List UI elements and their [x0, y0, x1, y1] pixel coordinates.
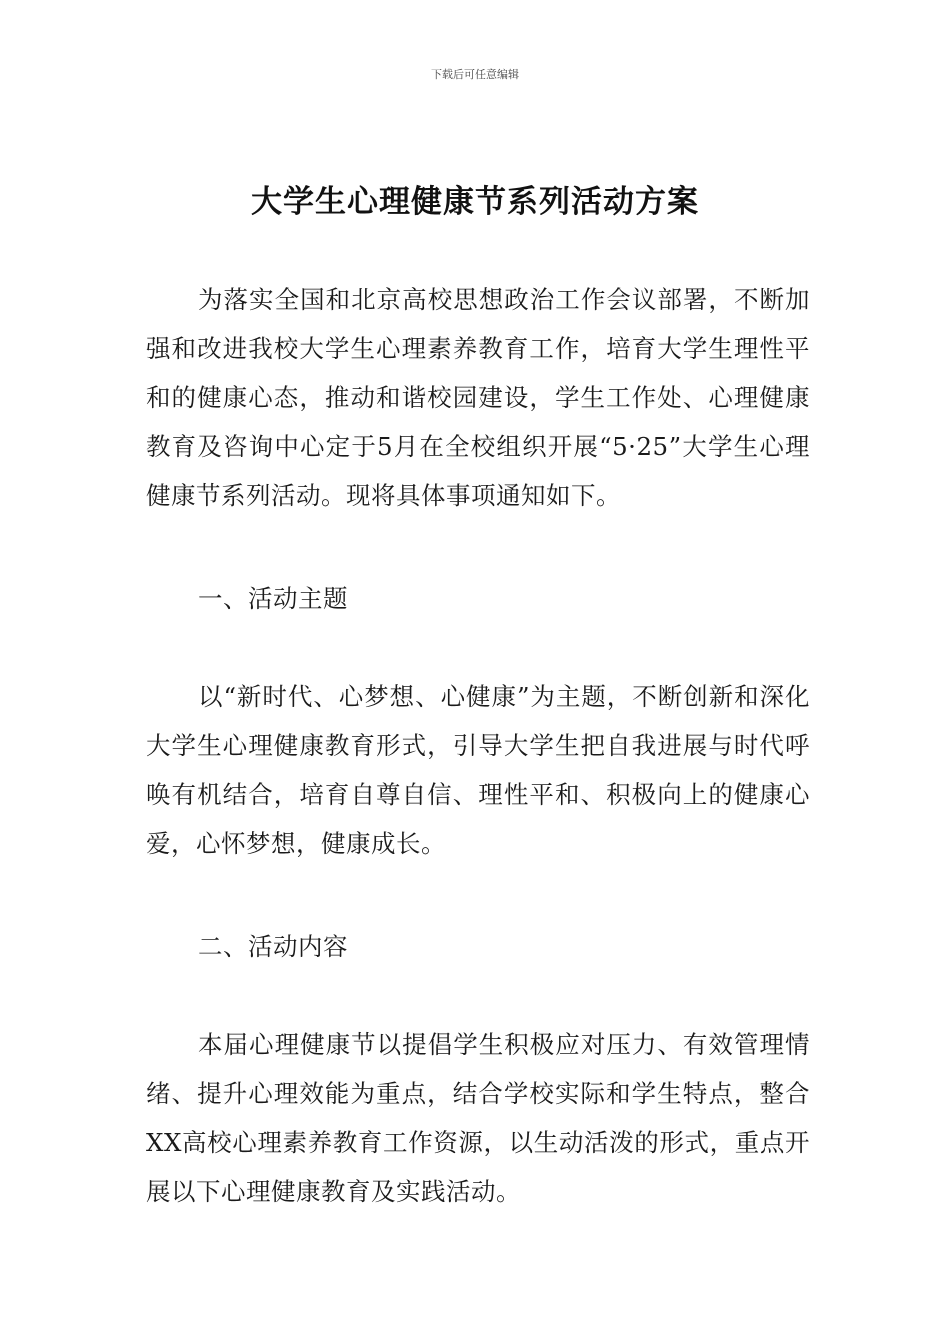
document-title: 大学生心理健康节系列活动方案	[251, 184, 699, 220]
section-heading-theme: 一、活动主题	[198, 584, 348, 613]
content-paragraph: 本届心理健康节以提倡学生积极应对压力、有效管理情绪、提升心理效能为重点，结合学校实际和学生特点，整合XX高校心理素养教育工作资源，以生动活泼的形式，重点开展以下心理健康教育及实践活动。	[146, 1030, 810, 1206]
section-heading-content: 二、活动内容	[198, 932, 348, 961]
header-note: 下载后可任意编辑	[431, 68, 519, 81]
intro-paragraph: 为落实全国和北京高校思想政治工作会议部署，不断加强和改进我校大学生心理素养教育工作，培育大学生理性平和的健康心态，推动和谐校园建设，学生工作处、心理健康教育及咨询中心定于5月在全校组织开展“5·25”大学生心理健康节系列活动。现将具体事项通知如下。	[146, 285, 810, 510]
theme-paragraph: 以“新时代、心梦想、心健康”为主题，不断创新和深化大学生心理健康教育形式，引导大学生把自我进展与时代呼唤有机结合，培育自尊自信、理性平和、积极向上的健康心爱，心怀梦想，健康成长。	[146, 682, 810, 858]
